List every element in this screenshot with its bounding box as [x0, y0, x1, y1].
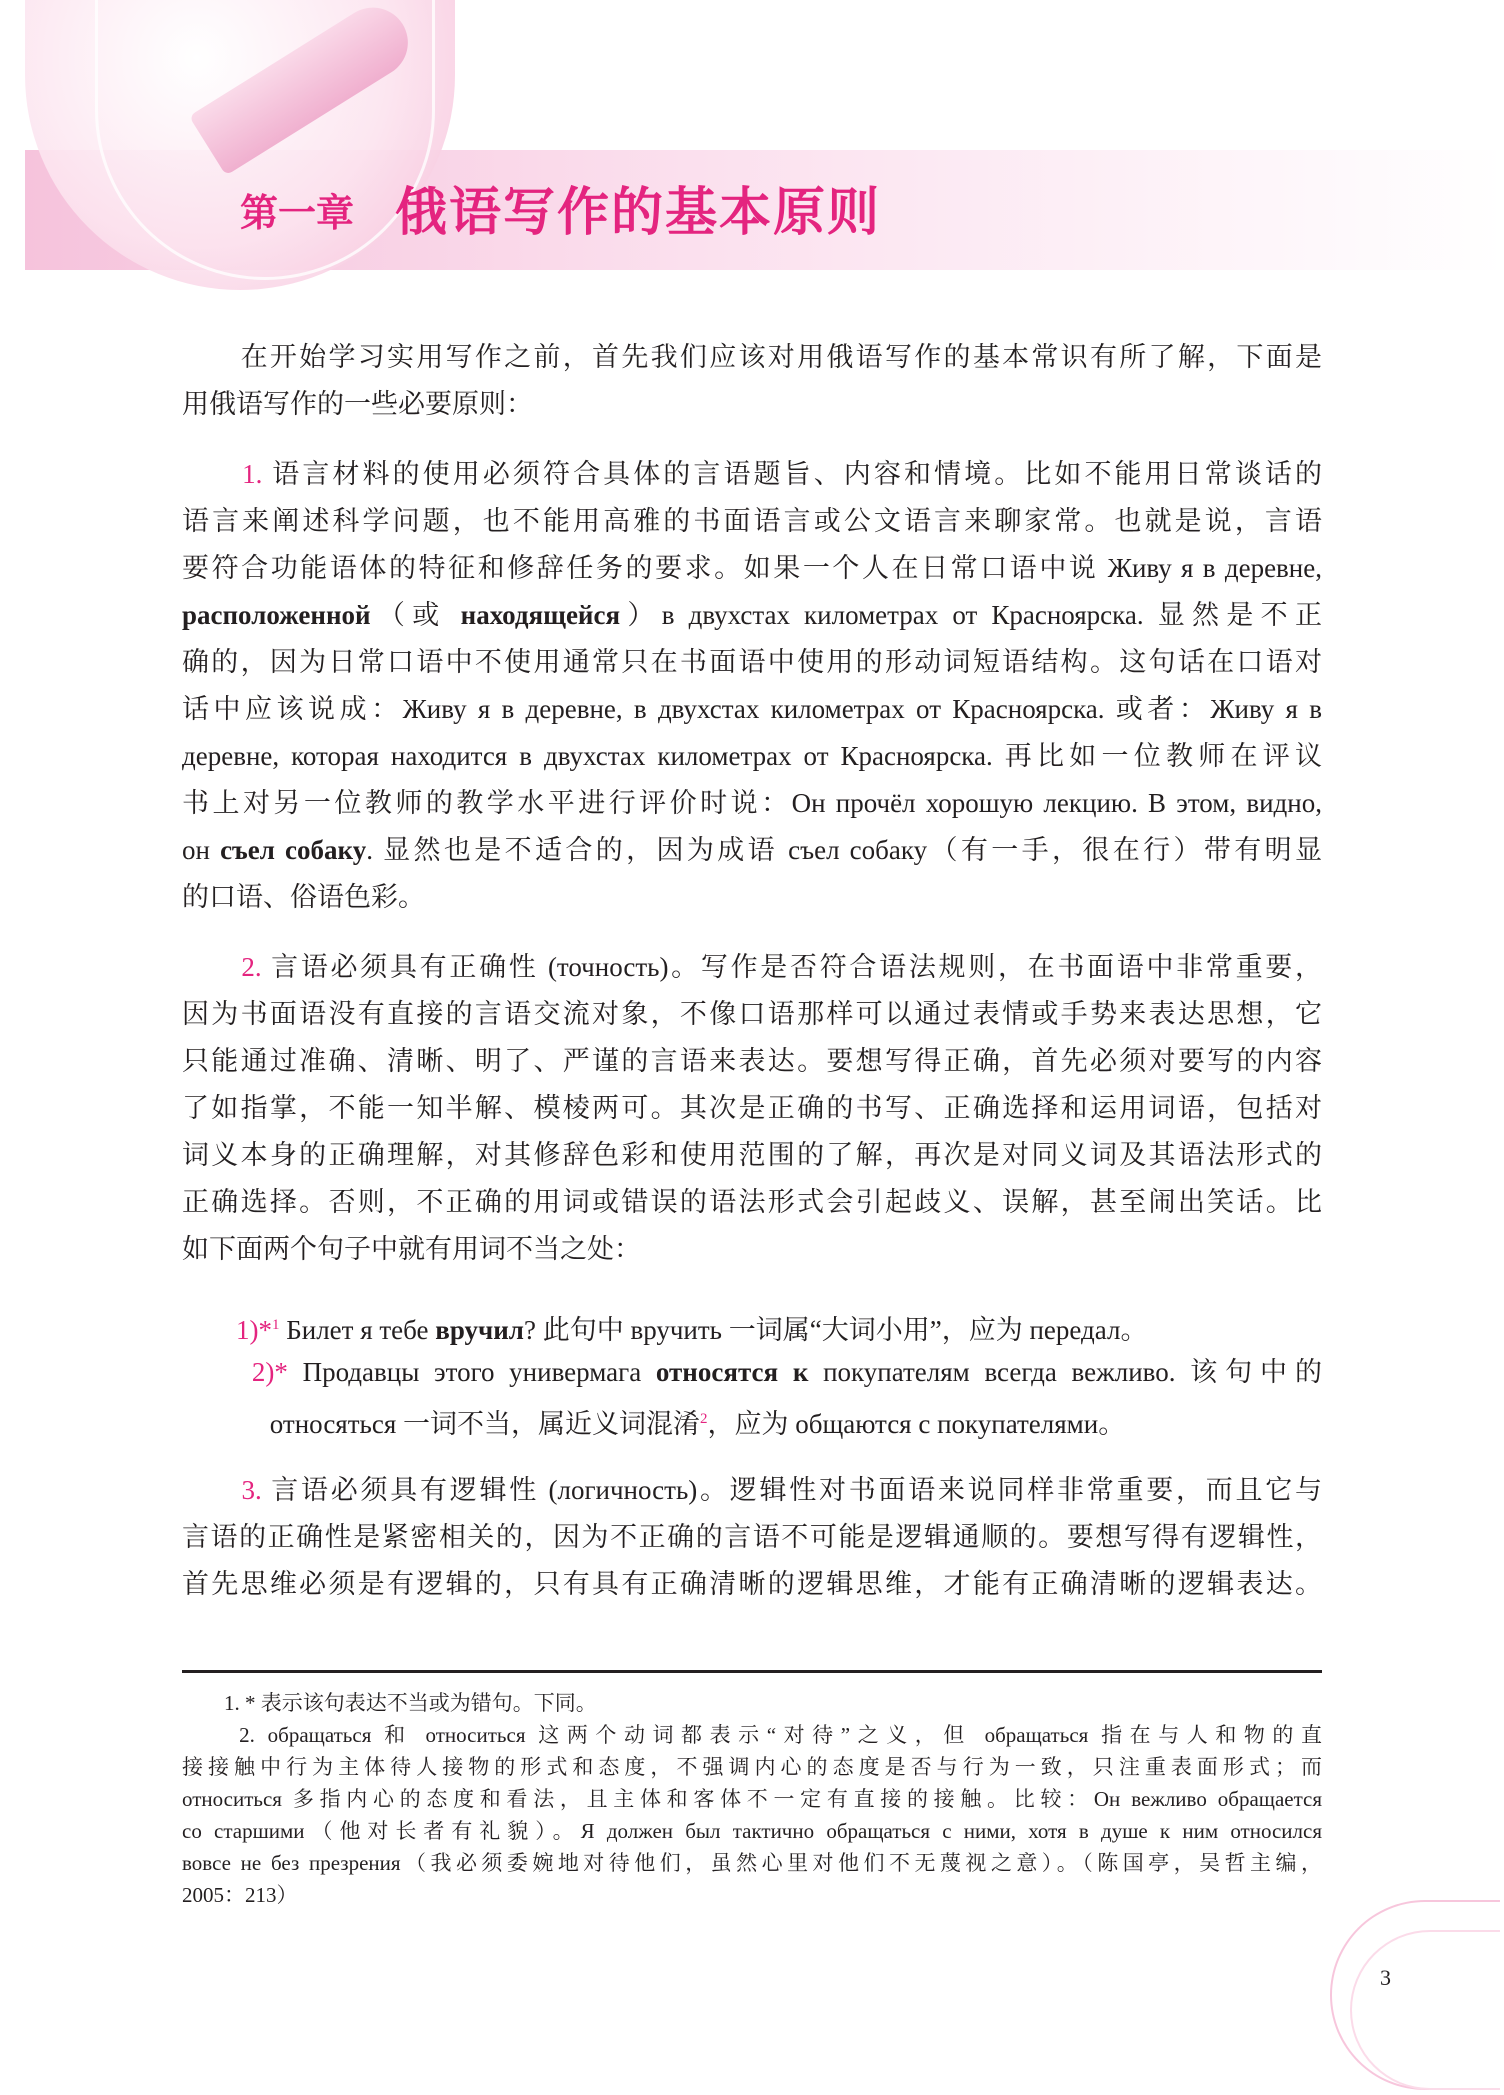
- text-line: [182, 548, 1322, 588]
- text-line: [182, 1352, 1322, 1392]
- bold-term: находящейся: [460, 600, 621, 630]
- text-segment: он: [182, 835, 221, 865]
- text-segment: [182, 1357, 252, 1387]
- text-line: [182, 1564, 1322, 1604]
- footnote-ref: 2: [699, 1411, 708, 1427]
- text-segment: 要符合功能语体的特征和修辞任务的要求。如果一个人在日常口语中说 Живу я в деревне,: [182, 553, 1322, 583]
- footnote-line: 1. * 表示该句表达不当或为错句。下同。: [182, 1691, 597, 1715]
- text-segment: 词义本身的正确理解，对其修辞色彩和使用范围的了解，再次是对同义词及其语法形式的: [182, 1140, 1322, 1170]
- text-segment: （或: [370, 600, 461, 630]
- text-segment: 确的，因为日常口语中不使用通常只在书面语中使用的形动词短语结构。这句话在口语对: [182, 647, 1322, 677]
- decorative-arc: [1350, 1930, 1500, 2090]
- text-segment: 语言材料的使用必须符合具体的言语题旨、内容和情境。比如不能用日常谈话的: [262, 459, 1323, 489]
- text-segment: ，应为 общаются с покупателями。: [707, 1409, 1126, 1439]
- bold-term: расположенной: [182, 600, 371, 630]
- bold-term: относятся к: [655, 1357, 809, 1387]
- footnote-line: 2005：213）: [182, 1883, 298, 1907]
- text-line: [182, 595, 1322, 635]
- text-segment: 话中应该说成：Живу я в деревне, в двухстах километрах от Красноярска. 或者：Живу я в: [182, 694, 1322, 724]
- text-segment: [182, 459, 242, 489]
- text-segment: 语言来阐述科学问题，也不能用高雅的书面语言或公文语言来聊家常。也就是说，言语: [182, 506, 1322, 536]
- text-segment: 言语的正确性是紧密相关的，因为不正确的言语不可能是逻辑通顺的。要想写得有逻辑性，: [182, 1522, 1322, 1552]
- text-line: [182, 1229, 1322, 1269]
- text-segment: 书上对另一位教师的教学水平进行评价时说：Он прочёл хорошую лекцию. В этом, видно,: [182, 788, 1322, 818]
- text-line: [182, 384, 1322, 424]
- text-segment: 只能通过准确、清晰、明了、严谨的言语来表达。要想写得正确，首先必须对要写的内容: [182, 1046, 1322, 1076]
- text-line: [182, 1305, 1322, 1345]
- text-line: [182, 454, 1322, 494]
- text-segment: [182, 1475, 242, 1505]
- text-segment: 言语必须具有正确性 (точность)。写作是否符合语法规则，在书面语中非常重要，: [261, 952, 1323, 982]
- text-line: [182, 1041, 1322, 1081]
- text-segment: 的口语、俗语色彩。: [182, 882, 425, 912]
- footnote-line: вовсе не без презрения（我必须委婉地对待他们，虽然心里对他们不无蔑视之意）。（陈国亭，吴哲主编，: [182, 1851, 1322, 1875]
- text-segment: 了如指掌，不能一知半解、模棱两可。其次是正确的书写、正确选择和运用词语，包括对: [182, 1093, 1322, 1123]
- text-line: [182, 642, 1322, 682]
- text-line: [182, 1088, 1322, 1128]
- text-segment: ）в двухстах километрах от Красноярска. 显然是不正: [620, 600, 1323, 630]
- text-line: [182, 1470, 1322, 1510]
- text-segment: . 显然也是不适合的，因为成语 съел собаку（有一手，很在行）带有明显: [366, 835, 1323, 865]
- footnote-line: 2. обращаться 和 относиться 这两个动词都表示“对待”之义，但 обращаться 指在与人和物的直: [182, 1723, 1322, 1747]
- text-line: [182, 501, 1322, 541]
- footnote-line: 接接触中行为主体待人接物的形式和态度，不强调内心的态度是否与行为一致，只注重表面形式；而: [182, 1755, 1322, 1779]
- bold-term: съел собаку: [220, 835, 367, 865]
- item-number: 2.: [241, 952, 262, 982]
- text-segment: 言语必须具有逻辑性 (логичность)。逻辑性对书面语来说同样非常重要，而且它与: [261, 1475, 1322, 1505]
- text-line: [182, 1399, 1322, 1439]
- bold-term: вручил: [435, 1315, 524, 1345]
- text-line: [182, 689, 1322, 729]
- text-segment: 正确选择。否则，不正确的用词或错误的语法形式会引起歧义、误解，甚至闹出笑话。比: [182, 1187, 1322, 1217]
- text-segment: ? 此句中 вручить 一词属“大词小用”，应为 передал。: [523, 1315, 1148, 1345]
- item-number: 2)*: [251, 1357, 288, 1387]
- item-number: 1.: [242, 459, 263, 489]
- text-segment: относяться 一词不当，属近义词混淆: [182, 1409, 700, 1439]
- text-segment: Продавцы этого универмага: [287, 1357, 656, 1387]
- text-segment: 如下面两个句子中就有用词不当之处：: [182, 1234, 641, 1264]
- page-number: 3: [1380, 1965, 1391, 1990]
- text-line: [182, 830, 1322, 870]
- text-line: [182, 1517, 1322, 1557]
- text-line: [182, 337, 1322, 377]
- footnote-ref: 1: [272, 1317, 280, 1333]
- text-line: [182, 877, 1322, 917]
- text-segment: 在开始学习实用写作之前，首先我们应该对用俄语写作的基本常识有所了解，下面是: [182, 342, 1322, 372]
- footnote-line: со старшими（他对长者有礼貌）。Я должен был тактично обращаться с ними, хотя в душе к ним относился: [182, 1819, 1322, 1843]
- item-number: 1)*: [236, 1315, 272, 1345]
- footnote-line: относиться 多指内心的态度和看法，且主体和客体不一定有直接的接触。比较：Он вежливо обращается: [182, 1787, 1322, 1811]
- text-segment: покупателям всегда вежливо. 该句中的: [808, 1357, 1322, 1387]
- text-line: [182, 947, 1322, 987]
- text-segment: [182, 952, 241, 982]
- item-number: 3.: [241, 1475, 262, 1505]
- text-line: [182, 1135, 1322, 1175]
- text-segment: 因为书面语没有直接的言语交流对象，不像口语那样可以通过表情或手势来表达思想，它: [182, 999, 1322, 1029]
- chapter-number: 第一章: [240, 191, 355, 235]
- chapter-title: 俄语写作的基本原则: [395, 183, 882, 243]
- text-line: [182, 1182, 1322, 1222]
- text-segment: 用俄语写作的一些必要原则：: [182, 389, 533, 419]
- text-segment: 首先思维必须是有逻辑的，只有具有正确清晰的逻辑思维，才能有正确清晰的逻辑表达。: [182, 1569, 1322, 1599]
- text-line: [182, 994, 1322, 1034]
- text-line: [182, 736, 1322, 776]
- text-line: [182, 783, 1322, 823]
- text-segment: Билет я тебе: [279, 1315, 436, 1345]
- text-segment: [182, 1315, 236, 1345]
- chapter-header: [0, 0, 1504, 300]
- text-segment: деревне, которая находится в двухстах километрах от Красноярска. 再比如一位教师在评议: [182, 741, 1322, 771]
- footnote-rule: [182, 1670, 1322, 1673]
